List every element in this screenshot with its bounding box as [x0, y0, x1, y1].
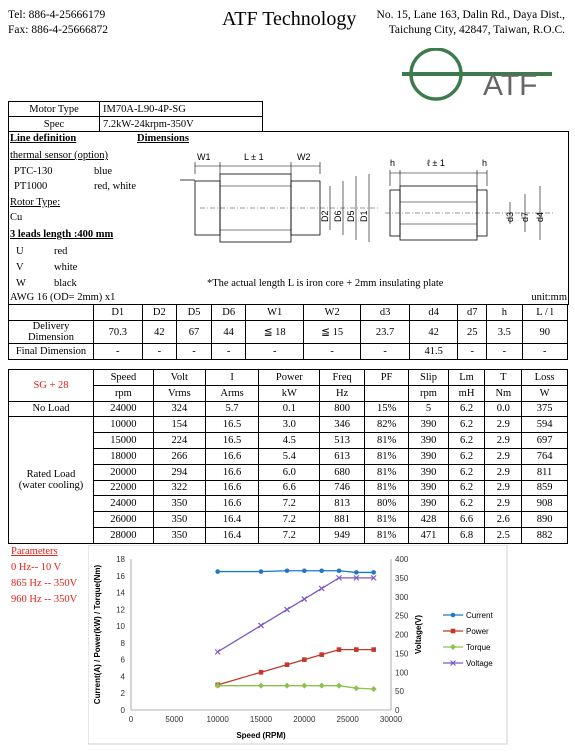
rated-cell: 390 — [409, 480, 448, 496]
x-tick-label: 25000 — [336, 715, 359, 724]
dim-cell: 41.5 — [409, 344, 458, 360]
dim-d3: d3 — [505, 211, 515, 222]
perf-unit: Hz — [320, 385, 364, 401]
rated-cell: 4.5 — [259, 433, 320, 449]
dim-w1: W1 — [197, 152, 211, 162]
x-axis-label: Speed (RPM) — [236, 731, 286, 740]
rated-cell: 294 — [153, 464, 205, 480]
dim-header: D1 — [94, 305, 143, 321]
rated-cell: 390 — [409, 464, 448, 480]
x-tick-label: 0 — [128, 715, 134, 724]
no-load-cell: 800 — [320, 401, 364, 417]
x-tick-label: 30000 — [379, 715, 403, 724]
awg-spec: AWG 16 (OD= 2mm) x1 — [10, 292, 116, 303]
dim-cell: - — [522, 344, 567, 360]
legend-label-power: Power — [466, 627, 489, 636]
dim-w2: W2 — [297, 152, 311, 162]
rated-cell: 7.2 — [259, 527, 320, 543]
rated-cell: 680 — [320, 464, 364, 480]
y-axis-label: Current(A) / Power(kW) / Torque(Nm) — [93, 564, 102, 705]
performance-chart — [88, 545, 508, 745]
y2-tick-label: 300 — [395, 592, 409, 602]
legend-marker — [451, 629, 456, 634]
dim-cell: 3.5 — [487, 321, 522, 344]
rotor-type-value: Cu — [10, 212, 23, 223]
param-1: 0 Hz-- 10 V — [11, 562, 62, 573]
perf-unit: Vrms — [153, 385, 205, 401]
table-row — [9, 417, 568, 433]
pt1000-color: red, white — [94, 181, 136, 192]
sg-corner: SG + 28 — [9, 370, 94, 402]
dimension-table — [8, 304, 568, 360]
parameters-title: Parameters — [11, 546, 58, 557]
rated-cell: 16.4 — [205, 527, 258, 543]
rated-load-line-2: (water cooling) — [18, 480, 84, 492]
rated-cell: 6.2 — [448, 417, 485, 433]
rated-cell: 390 — [409, 417, 448, 433]
rated-cell: 16.6 — [205, 480, 258, 496]
data-point-current — [319, 568, 324, 573]
rated-cell: 746 — [320, 480, 364, 496]
logo-text: ATF — [483, 69, 538, 102]
y2-tick-label: 100 — [395, 668, 409, 678]
dim-h2: h — [482, 158, 488, 168]
perf-header: Lm — [448, 370, 485, 386]
rated-cell: 16.6 — [205, 448, 258, 464]
rated-cell: 346 — [320, 417, 364, 433]
y-tick-label: 10 — [116, 622, 125, 632]
perf-header: Power — [259, 370, 320, 386]
data-point-current — [259, 569, 264, 574]
data-point-power — [259, 670, 264, 675]
address-line-1: No. 15, Lane 163, Dalin Rd., Daya Dist., — [376, 9, 565, 21]
y2-tick-label: 150 — [395, 649, 409, 659]
data-point-current — [215, 569, 220, 574]
dim-cell: 25 — [458, 321, 487, 344]
rated-cell: 2.5 — [485, 527, 522, 543]
rated-cell: 82% — [364, 417, 408, 433]
dim-cell: 42 — [142, 321, 177, 344]
rated-cell: 7.2 — [259, 496, 320, 512]
rated-cell: 764 — [522, 448, 568, 464]
rated-cell: 16.6 — [205, 464, 258, 480]
rated-cell: 16.6 — [205, 496, 258, 512]
data-point-power — [285, 662, 290, 667]
rated-cell: 890 — [522, 512, 568, 528]
y-tick-label: 14 — [116, 588, 125, 598]
perf-unit: mH — [448, 385, 485, 401]
dim-header: d4 — [409, 305, 458, 321]
y-tick-label: 4 — [120, 672, 125, 682]
rated-cell: 390 — [409, 448, 448, 464]
no-load-label: No Load — [9, 401, 94, 417]
dim-header: L / l — [522, 305, 567, 321]
spec-label: Spec — [9, 117, 100, 132]
rated-cell: 390 — [409, 496, 448, 512]
dim-l: L ± 1 — [244, 152, 264, 162]
rated-cell: 594 — [522, 417, 568, 433]
data-point-power — [302, 657, 307, 662]
rated-cell: 81% — [364, 448, 408, 464]
rated-cell: 2.9 — [485, 496, 522, 512]
x-tick-label: 20000 — [293, 715, 316, 724]
rated-cell: 6.6 — [259, 480, 320, 496]
dim-header: h — [487, 305, 522, 321]
dim-row-label: Delivery Dimension — [9, 321, 94, 344]
rated-cell: 6.8 — [448, 527, 485, 543]
no-load-cell: 5.7 — [205, 401, 258, 417]
no-load-cell: 0.0 — [485, 401, 522, 417]
y-tick-label: 12 — [116, 605, 125, 615]
data-point-power — [354, 647, 359, 652]
rated-cell: 6.2 — [448, 480, 485, 496]
rated-cell: 882 — [522, 527, 568, 543]
pt1000-label: PT1000 — [14, 181, 48, 192]
rated-cell: 81% — [364, 433, 408, 449]
rated-cell: 322 — [153, 480, 205, 496]
no-load-cell: 5 — [409, 401, 448, 417]
rated-cell: 2.9 — [485, 417, 522, 433]
rotor-type-label: Rotor Type: — [10, 197, 61, 208]
data-point-power — [337, 647, 342, 652]
address-line-2: Taichung City, 42847, Taiwan, R.O.C. — [388, 24, 565, 36]
dim-cell: 44 — [211, 321, 246, 344]
y2-tick-label: 200 — [395, 630, 409, 640]
rated-cell: 5.4 — [259, 448, 320, 464]
dim-cell: ≦ 15 — [303, 321, 360, 344]
dim-d5: D5 — [346, 210, 356, 222]
x-tick-label: 10000 — [206, 715, 229, 724]
data-point-current — [354, 570, 359, 575]
dim-header: D5 — [177, 305, 212, 321]
perf-header: Speed — [94, 370, 154, 386]
rated-cell: 2.6 — [485, 512, 522, 528]
data-point-current — [302, 568, 307, 573]
no-load-cell: 324 — [153, 401, 205, 417]
perf-header: Slip — [409, 370, 448, 386]
data-point-current — [371, 570, 376, 575]
dim-l2: ℓ ± 1 — [427, 158, 445, 168]
perf-header: I — [205, 370, 258, 386]
y2-tick-label: 250 — [395, 611, 409, 621]
length-note: *The actual length L is iron core + 2mm insulating plate — [207, 278, 444, 289]
data-point-current — [337, 568, 342, 573]
rated-cell: 6.0 — [259, 464, 320, 480]
rated-cell: 471 — [409, 527, 448, 543]
motor-type-table — [8, 101, 263, 132]
dim-header: d7 — [458, 305, 487, 321]
dim-d2: D2 — [320, 210, 330, 222]
data-point-power — [319, 652, 324, 657]
rated-cell: 16.5 — [205, 417, 258, 433]
ptc-color: blue — [94, 166, 113, 177]
perf-header: PF — [364, 370, 408, 386]
rated-cell: 350 — [153, 527, 205, 543]
rated-cell: 81% — [364, 512, 408, 528]
no-load-cell: 0.1 — [259, 401, 320, 417]
rated-cell: 2.9 — [485, 448, 522, 464]
rated-cell: 881 — [320, 512, 364, 528]
rated-cell: 2.9 — [485, 464, 522, 480]
dim-cell: - — [211, 344, 246, 360]
rated-cell: 28000 — [94, 527, 154, 543]
perf-unit: rpm — [94, 385, 154, 401]
rated-cell: 18000 — [94, 448, 154, 464]
perf-header: Loss — [522, 370, 568, 386]
dim-d6: D6 — [333, 210, 343, 222]
rated-cell: 949 — [320, 527, 364, 543]
dimensions-heading: Dimensions — [137, 133, 189, 144]
rated-cell: 2.9 — [485, 480, 522, 496]
performance-table — [8, 369, 568, 544]
rated-cell: 859 — [522, 480, 568, 496]
rotor-drawing — [385, 158, 560, 248]
rated-cell: 6.2 — [448, 448, 485, 464]
lead-w: W — [16, 278, 26, 289]
rated-cell: 390 — [409, 433, 448, 449]
ptc-label: PTC-130 — [14, 166, 53, 177]
rated-load-label — [9, 417, 94, 543]
y-tick-label: 8 — [120, 638, 125, 648]
rated-cell: 350 — [153, 496, 205, 512]
no-load-cell: 6.2 — [448, 401, 485, 417]
rated-cell: 350 — [153, 512, 205, 528]
fax-text: Fax: 886-4-25666872 — [8, 24, 108, 36]
perf-unit: rpm — [409, 385, 448, 401]
unit-label: unit:mm — [531, 292, 567, 303]
perf-unit: Arms — [205, 385, 258, 401]
data-point-power — [371, 647, 376, 652]
perf-unit: W — [522, 385, 568, 401]
dim-d7: d7 — [520, 211, 530, 222]
perf-unit: Nm — [485, 385, 522, 401]
rated-cell: 81% — [364, 527, 408, 543]
contact-info — [8, 8, 108, 38]
rated-load-line-1: Rated Load — [26, 469, 76, 481]
rated-cell: 6.2 — [448, 433, 485, 449]
rated-cell: 428 — [409, 512, 448, 528]
y2-tick-label: 400 — [395, 555, 409, 564]
atf-logo — [400, 48, 560, 106]
param-3: 960 Hz -- 350V — [11, 594, 78, 605]
legend-label-torque: Torque — [466, 643, 491, 652]
dim-cell: 90 — [522, 321, 567, 344]
no-load-cell: 24000 — [94, 401, 154, 417]
rated-cell: 513 — [320, 433, 364, 449]
rated-cell: 697 — [522, 433, 568, 449]
y-tick-label: 6 — [120, 655, 125, 665]
dim-cell: 70.3 — [94, 321, 143, 344]
dim-cell: - — [303, 344, 360, 360]
rated-cell: 6.2 — [448, 496, 485, 512]
rated-cell: 613 — [320, 448, 364, 464]
rated-cell: 20000 — [94, 464, 154, 480]
dim-cell: - — [142, 344, 177, 360]
rated-cell: 813 — [320, 496, 364, 512]
rated-cell: 224 — [153, 433, 205, 449]
spec-value: 7.2kW-24krpm-350V — [100, 117, 263, 132]
lead-w-color: black — [54, 278, 77, 289]
motor-type-value: IM70A-L90-4P-SG — [100, 102, 263, 117]
stator-drawing — [180, 150, 380, 260]
legend-marker — [451, 613, 456, 618]
company-name: ATF Technology — [222, 8, 357, 30]
dim-header: D6 — [211, 305, 246, 321]
dim-cell: - — [94, 344, 143, 360]
dim-cell: ≦ 18 — [246, 321, 303, 344]
dim-header: D2 — [142, 305, 177, 321]
address — [377, 8, 565, 38]
legend-label-current: Current — [466, 611, 493, 620]
rated-cell: 15000 — [94, 433, 154, 449]
rated-cell: 24000 — [94, 496, 154, 512]
x-tick-label: 5000 — [165, 715, 184, 724]
rated-cell: 6.2 — [448, 464, 485, 480]
param-2: 865 Hz -- 350V — [11, 578, 78, 589]
rated-cell: 3.0 — [259, 417, 320, 433]
dim-cell: - — [487, 344, 522, 360]
rated-cell: 80% — [364, 496, 408, 512]
parameters — [11, 544, 77, 608]
rated-cell: 7.2 — [259, 512, 320, 528]
perf-header: T — [485, 370, 522, 386]
y2-tick-label: 350 — [395, 573, 409, 583]
rated-cell: 81% — [364, 480, 408, 496]
rated-cell: 6.6 — [448, 512, 485, 528]
perf-header: Volt — [153, 370, 205, 386]
dim-cell: 67 — [177, 321, 212, 344]
y-tick-label: 2 — [120, 689, 125, 699]
rated-cell: 2.9 — [485, 433, 522, 449]
dim-h1: h — [390, 158, 396, 168]
line-definition-heading: Line definition — [10, 133, 77, 144]
y2-tick-label: 50 — [395, 687, 404, 697]
rated-cell: 154 — [153, 417, 205, 433]
rated-cell: 10000 — [94, 417, 154, 433]
dim-header: d3 — [361, 305, 410, 321]
dim-cell: - — [177, 344, 212, 360]
rated-cell: 16.4 — [205, 512, 258, 528]
y-tick-label: 18 — [116, 555, 125, 564]
dim-cell: - — [458, 344, 487, 360]
rated-cell: 81% — [364, 464, 408, 480]
no-load-cell: 375 — [522, 401, 568, 417]
rated-cell: 908 — [522, 496, 568, 512]
rated-cell: 266 — [153, 448, 205, 464]
dim-header: W2 — [303, 305, 360, 321]
perf-unit — [364, 385, 408, 401]
dim-d4: d4 — [535, 211, 545, 222]
y2-tick-label: 0 — [395, 706, 400, 715]
y-tick-label: 0 — [120, 706, 125, 715]
perf-unit: kW — [259, 385, 320, 401]
dim-cell: 23.7 — [361, 321, 410, 344]
dim-row-label: Final Dimension — [9, 344, 94, 360]
x-tick-label: 15000 — [249, 715, 273, 724]
lead-u-color: red — [54, 246, 68, 257]
leads-length: 3 leads length :400 mm — [10, 229, 114, 240]
tel-text: Tel: 886-4-25666179 — [8, 9, 106, 21]
legend-label-voltage: Voltage — [466, 659, 493, 668]
rated-cell: 16.5 — [205, 433, 258, 449]
motor-type-label: Motor Type — [9, 102, 100, 117]
lead-v-color: white — [54, 262, 78, 273]
dim-cell: - — [361, 344, 410, 360]
dim-header: W1 — [246, 305, 303, 321]
dim-cell: 42 — [409, 321, 458, 344]
y-tick-label: 16 — [116, 571, 125, 581]
dim-cell: - — [246, 344, 303, 360]
rated-cell: 26000 — [94, 512, 154, 528]
rated-cell: 22000 — [94, 480, 154, 496]
perf-header: Freq — [320, 370, 364, 386]
lead-v: V — [16, 262, 24, 273]
dim-d1: D1 — [359, 210, 369, 222]
data-point-current — [285, 568, 290, 573]
rated-cell: 811 — [522, 464, 568, 480]
no-load-cell: 15% — [364, 401, 408, 417]
thermal-sensor-label: thermal sensor (option) — [10, 150, 108, 161]
lead-u: U — [16, 246, 24, 257]
y2-axis-label: Voltage(V) — [414, 615, 423, 654]
